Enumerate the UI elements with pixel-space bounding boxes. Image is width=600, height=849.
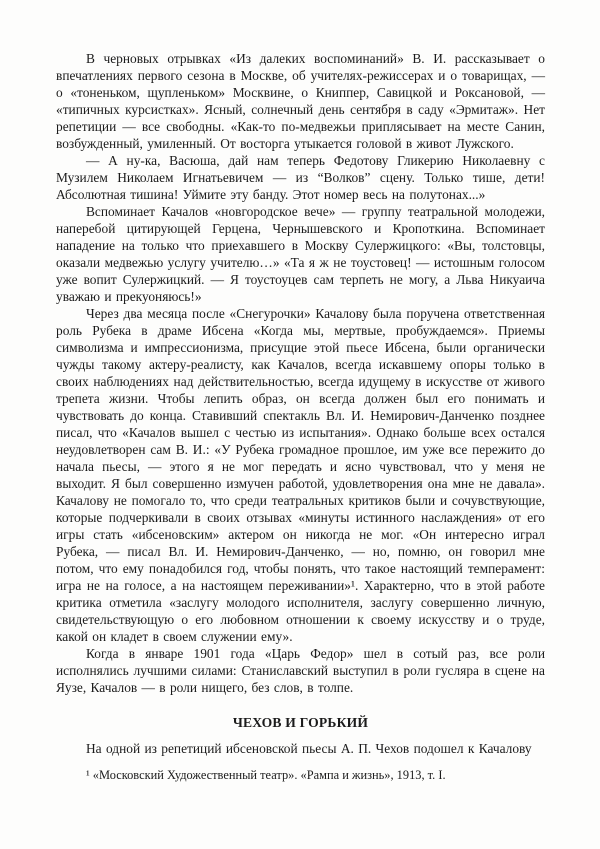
section-heading: ЧЕХОВ И ГОРЬКИЙ — [232, 715, 369, 730]
body-paragraph-5: Когда в январе 1901 года «Царь Федор» шел в сотый раз, все роли исполнялись лучшими силами: Станиславский выступил в роли гусляра в сцене на Яузе, Качалов — в роли нищего, без слов, в толпе. — [56, 646, 545, 695]
body-paragraph-3: Вспоминает Качалов «новгородское вече» — группу театральной молодежи, наперебой цитирующей Герцена, Чернышевского и Кропоткина. Вспоминает нападение на только что приехавшего в Москву Сулержицкого: «Вы, толстовцы, оказали медвежью услугу учителю…» «Та я ж не тоустовец! — истошным голосом уже вопит Сулержицкий. — Я тоустоуцев сам терпеть не могу, а Льва Никуаича уважаю и прекуоняюсь!» — [56, 204, 545, 304]
body-paragraph-6: На одной из репетиций ибсеновской пьесы А. П. Чехов подошел к Качалову — [86, 741, 532, 756]
body-paragraph-2-dialogue: — А ну-ка, Васюша, дай нам теперь Федотову Гликерию Николаевну с Музилем Николаем Игнатьевичем — из “Волков” сцену. Только тише, дети! Абсолютная тишина! Уймите эту банду. Этот номер весь на полутонах...» — [56, 153, 545, 202]
footnote: ¹ «Московский Художественный театр». «Рампа и жизнь», 1913, т. I. — [86, 768, 446, 782]
body-paragraph-4: Через два месяца после «Снегурочки» Качалову была поручена ответственная роль Рубека в драме Ибсена «Когда мы, мертвые, пробуждаемся». Приемы символизма и импрессионизма, присущие этой пьесе Ибсена, были органически чужды такому актеру-реалисту, как Качалов, всегда искавшему опоры только в своих наблюдениях над действительностью, всегда идущему в искусстве от живого трепета жизни. Чтобы лепить образ, он всегда должен был его понимать и чувствовать до конца. Ставивший спектакль Вл. И. Немирович-Данченко позднее писал, что «Качалов вышел с честью из испытания». Однако больше всех остался неудовлетворен сам В. И.: «У Рубека громадное прошлое, им уже все пережито до начала пьесы, — этого я не мог передать и ясно чувствовал, что у меня не выходит. Я был совершенно измучен работой, удовлетворения она мне не давала». Качалову не помогало то, что среди театральных критиков были и сочувствующие, которые подчеркивали в своих отзывах «минуты истинного наслаждения» от его игры стать «ибсеновским» актером он никогда не мог. «Он интересно играл Рубека, — писал Вл. И. Немирович-Данченко, — но, помню, он говорил мне потом, что ему понадобился год, чтобы понять, что такое настоящий темперамент: игра не на голосе, а на настоящем переживании»¹. Характерно, что в этой работе критика отметила «заслугу молодого исполнителя, заслугу совершенно личную, свидетельствующую о его любовном отношении к своему искусству и о труде, какой он кладет в своем служении ему». — [56, 306, 545, 644]
body-paragraph-1: В черновых отрывках «Из далеких воспоминаний» В. И. рассказывает о впечатлениях первого сезона в Москве, об учителях-режиссерах и о товарищах, — о «тоненьком, щупленьком» Москвине, о Книппер, Савицкой и Роксановой, — «типичных курсистках». Ясный, солнечный день сентября в саду «Эрмитаж». Нет репетиции — все свободны. «Как-то по-медвежьи приплясывает на месте Санин, возбужденный, умиленный. От восторга утыкается головой в живот Лужского. — [56, 51, 545, 151]
